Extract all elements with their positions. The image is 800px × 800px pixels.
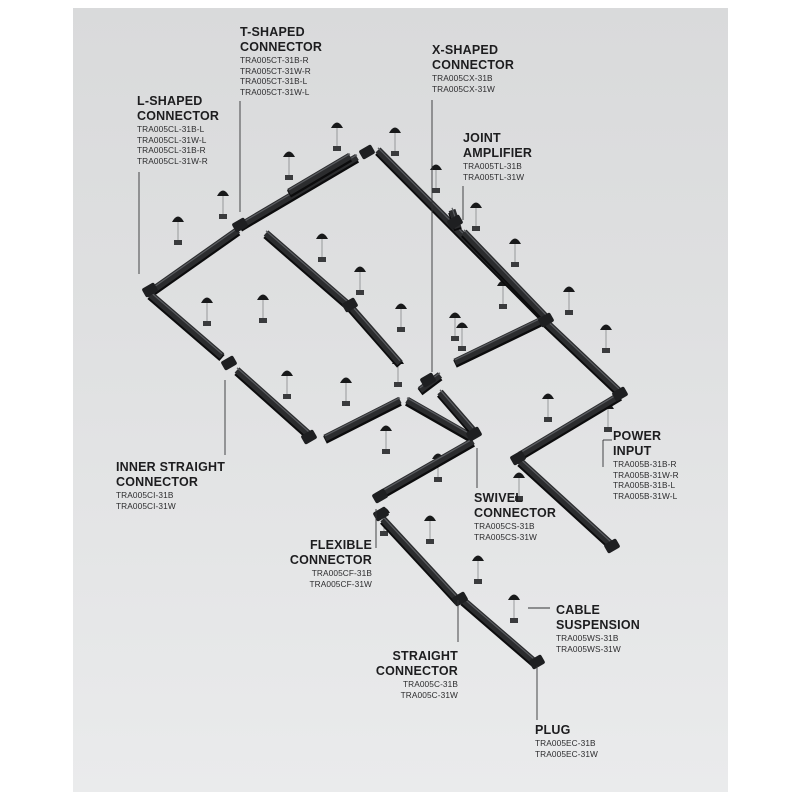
track-segment-highlight <box>455 316 546 360</box>
track-segment-highlight <box>237 368 311 434</box>
power-input-code-2: TRA005B-31W-R <box>613 469 679 480</box>
suspension-canopy <box>449 313 461 319</box>
straight-connector-label <box>358 649 458 700</box>
suspension-clamp <box>451 336 459 341</box>
power-input-title-1: POWER <box>613 429 662 443</box>
t-shaped-code-4: TRA005CT-31W-L <box>240 86 310 97</box>
suspension-clamp <box>432 188 440 193</box>
suspension-clamp <box>318 257 326 262</box>
power-input-code-1: TRA005B-31B-R <box>613 459 677 469</box>
suspension-canopy <box>217 191 229 197</box>
flexible-code-2: TRA005CF-31W <box>309 578 372 589</box>
x-shaped-title-2: CONNECTOR <box>432 58 515 72</box>
t-shaped-connector-label <box>240 25 322 97</box>
track-segment-face <box>383 519 458 600</box>
suspension-clamp <box>474 579 482 584</box>
suspension-canopy <box>600 325 612 331</box>
swivel-connector-label <box>474 491 556 542</box>
power-input-title-2: INPUT <box>613 444 652 458</box>
track-segment-face <box>325 400 400 438</box>
suspension-clamp <box>397 327 405 332</box>
suspension-canopy <box>281 371 293 377</box>
plug-title: PLUG <box>535 723 571 737</box>
joint-amplifier-title-1: JOINT <box>463 131 501 145</box>
plug-code-2: TRA005EC-31W <box>535 748 598 759</box>
suspension-clamp <box>203 321 211 326</box>
t-shaped-title-2: CONNECTOR <box>240 40 323 54</box>
cable-suspension-code-2: TRA005WS-31W <box>556 643 621 654</box>
swivel-title-2: CONNECTOR <box>474 506 557 520</box>
t-shaped-title-1: T-SHAPED <box>240 25 305 39</box>
suspension-canopy <box>472 556 484 562</box>
swivel-code-2: TRA005CS-31W <box>474 531 537 542</box>
suspension-clamp <box>472 226 480 231</box>
t-shaped-code-3: TRA005CT-31B-L <box>240 76 308 86</box>
track-segment-face <box>237 370 311 436</box>
suspension-canopy <box>172 217 184 223</box>
plug-code-1: TRA005EC-31B <box>535 738 596 748</box>
suspension-clamp <box>394 382 402 387</box>
suspension-clamp <box>382 449 390 454</box>
suspension-clamp <box>259 318 267 323</box>
suspension-canopy <box>470 203 482 209</box>
track-segment-face <box>546 322 620 392</box>
track-segment-face <box>289 156 350 192</box>
suspension-canopy <box>316 234 328 240</box>
track-segment-highlight <box>377 439 473 494</box>
suspension-clamp <box>219 214 227 219</box>
suspension-clamp <box>544 417 552 422</box>
suspension-canopy <box>354 267 366 273</box>
track-segment-face <box>150 230 238 292</box>
suspension-canopy <box>389 128 401 134</box>
power-input-code-3: TRA005B-31B-L <box>613 480 676 490</box>
suspension-clamp <box>434 477 442 482</box>
suspension-clamp <box>174 240 182 245</box>
swivel-title-1: SWIVEL <box>474 491 524 505</box>
suspension-clamp <box>458 346 466 351</box>
l-shaped-connector-label <box>137 94 219 166</box>
power-input-label <box>613 429 679 501</box>
cable-suspension-label <box>556 603 640 654</box>
suspension-clamp <box>604 427 612 432</box>
cable-suspension-title-1: CABLE <box>556 603 601 617</box>
x-shaped-title-1: X-SHAPED <box>432 43 499 57</box>
suspension-canopy <box>380 426 392 432</box>
power-input-code-4: TRA005B-31W-L <box>613 490 678 501</box>
plug-label <box>535 723 598 759</box>
track-segment-face <box>463 600 536 663</box>
cable-suspension-title-2: SUSPENSION <box>556 618 640 632</box>
swivel-code-1: TRA005CS-31B <box>474 521 535 531</box>
cable-suspension-code-1: TRA005WS-31B <box>556 633 619 643</box>
joint-amplifier-code-1: TRA005TL-31B <box>463 161 522 171</box>
suspension-clamp <box>426 539 434 544</box>
joint-amplifier-code-2: TRA005TL-31W <box>463 171 525 182</box>
flexible-code-1: TRA005CF-31B <box>311 568 372 578</box>
suspension-canopy <box>513 473 525 479</box>
inner-straight-connector-label <box>116 460 225 511</box>
t-shaped-code-2: TRA005CT-31W-R <box>240 65 311 76</box>
inner-straight-code-1: TRA005CI-31B <box>116 490 174 500</box>
straight-title-2: CONNECTOR <box>375 664 458 678</box>
l-shaped-title-2: CONNECTOR <box>137 109 220 123</box>
suspension-canopy <box>563 287 575 293</box>
suspension-clamp <box>602 348 610 353</box>
flexible-title-2: CONNECTOR <box>289 553 372 567</box>
suspension-clamp <box>391 151 399 156</box>
track-segment-highlight <box>464 230 546 315</box>
straight-code-2: TRA005C-31W <box>400 689 458 700</box>
suspension-clamp <box>356 290 364 295</box>
track-segment-face <box>350 306 400 363</box>
suspension-canopy <box>331 123 343 129</box>
suspension-canopy <box>340 378 352 384</box>
suspension-canopy <box>424 516 436 522</box>
l-shaped-code-2: TRA005CL-31W-L <box>137 134 207 145</box>
l-shaped-connector <box>358 144 375 160</box>
inner-straight-title-1: INNER STRAIGHT <box>116 460 226 474</box>
suspension-clamp <box>565 310 573 315</box>
suspension-canopy <box>257 295 269 301</box>
track-segment-face <box>150 294 222 356</box>
track-segment-highlight <box>150 228 238 290</box>
t-shaped-code-1: TRA005CT-31B-R <box>240 55 309 65</box>
track-segment-highlight <box>350 304 400 361</box>
suspension-clamp <box>283 394 291 399</box>
suspension-canopy <box>542 394 554 400</box>
inner-straight-connector <box>220 355 237 371</box>
straight-title-1: STRAIGHT <box>392 649 458 663</box>
track-segment-face <box>520 395 620 455</box>
l-shaped-code-4: TRA005CL-31W-R <box>137 155 208 166</box>
suspension-clamp <box>510 618 518 623</box>
flexible-connector-label <box>272 538 372 589</box>
suspension-canopy <box>509 239 521 245</box>
straight-code-1: TRA005C-31B <box>402 679 458 689</box>
joint-amplifier-label <box>463 131 532 182</box>
track-segment-face <box>377 441 473 496</box>
suspension-clamp <box>499 304 507 309</box>
track-segment-highlight <box>520 393 620 453</box>
suspension-canopy <box>456 323 468 329</box>
suspension-clamp <box>342 401 350 406</box>
joint-amplifier-title-2: AMPLIFIER <box>463 146 533 160</box>
track-rails <box>150 148 620 665</box>
suspension-canopy <box>201 298 213 304</box>
inner-straight-title-2: CONNECTOR <box>116 475 199 489</box>
x-shaped-code-2: TRA005CX-31W <box>432 83 495 94</box>
l-shaped-title-1: L-SHAPED <box>137 94 203 108</box>
inner-straight-code-2: TRA005CI-31W <box>116 500 176 511</box>
suspension-clamp <box>511 262 519 267</box>
suspension-clamp <box>380 531 388 536</box>
x-shaped-code-1: TRA005CX-31B <box>432 73 493 83</box>
suspension-clamp <box>285 175 293 180</box>
track-segment-highlight <box>266 231 350 304</box>
l-shaped-code-3: TRA005CL-31B-R <box>137 145 206 155</box>
track-segment-face <box>455 318 546 362</box>
track-segment-highlight <box>383 517 458 598</box>
track-segment-highlight <box>463 598 536 661</box>
flexible-title-1: FLEXIBLE <box>309 538 372 552</box>
l-shaped-code-1: TRA005CL-31B-L <box>137 124 205 134</box>
track-segment-highlight <box>546 320 620 390</box>
suspension-clamp <box>333 146 341 151</box>
track-segment-face <box>266 233 350 306</box>
suspension-canopy <box>283 152 295 158</box>
suspension-canopy <box>508 595 520 601</box>
suspension-canopy <box>395 304 407 310</box>
x-shaped-connector-label <box>432 43 514 94</box>
